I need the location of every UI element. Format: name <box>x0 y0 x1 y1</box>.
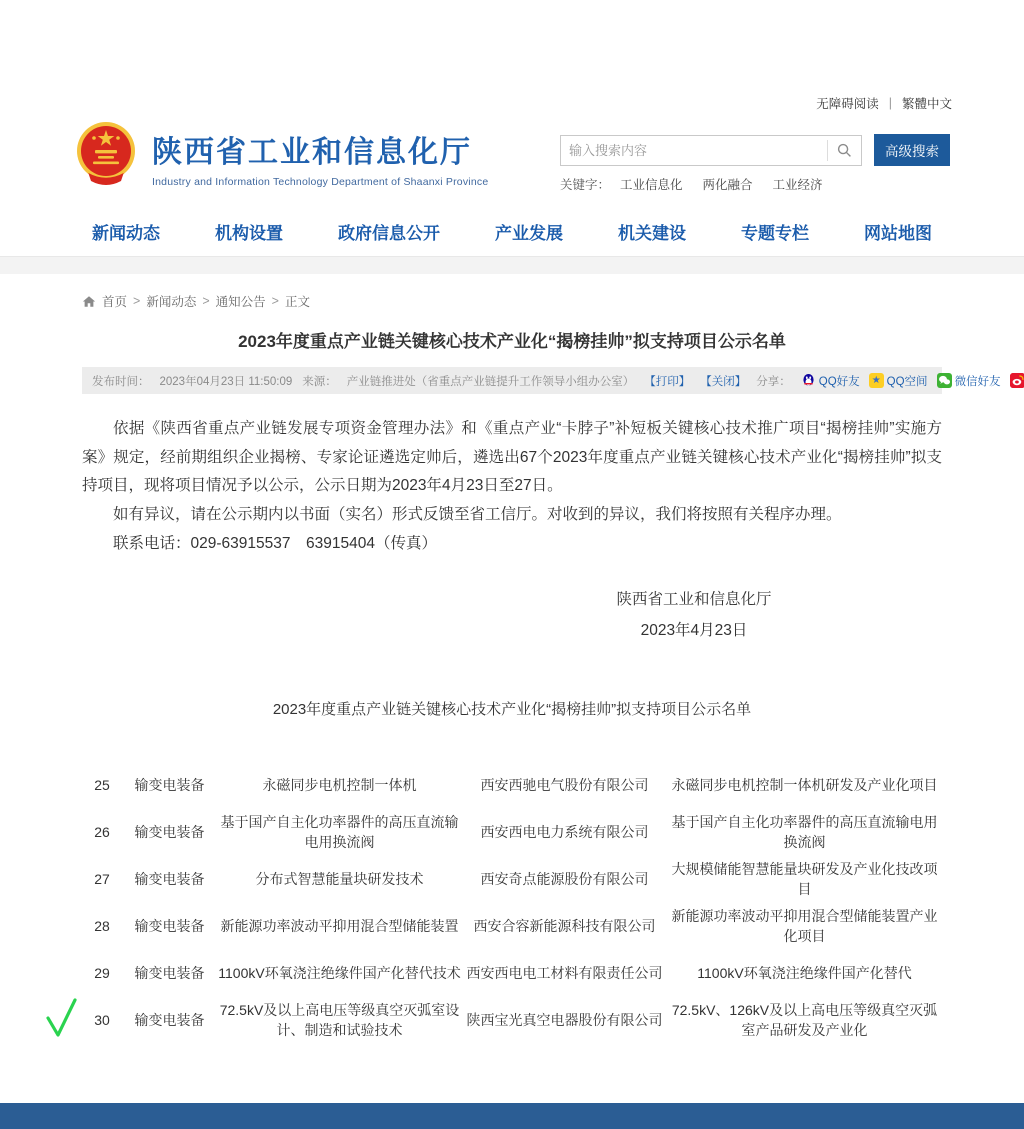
site-brand[interactable] <box>72 120 488 194</box>
table-title: 2023年度重点产业链关键核心技术产业化“揭榜挂帅”拟支持项目公示名单 <box>272 701 752 719</box>
nav-item-topics[interactable]: 专题专栏 <box>741 224 809 243</box>
article-body <box>82 415 942 558</box>
footer-bar <box>0 1103 1024 1129</box>
nav-item-org[interactable]: 机构设置 <box>215 224 283 243</box>
project-table <box>82 761 942 1043</box>
keyword-link[interactable]: 两化融合 <box>702 178 753 192</box>
share-qzone[interactable] <box>869 373 928 389</box>
breadcrumb-separator: > <box>271 294 279 308</box>
row-company: 陕西宝光真空电器股份有限公司 <box>466 1011 663 1028</box>
article-meta-bar <box>82 367 1001 394</box>
article-title: 2023年度重点产业链关键核心技术产业化“揭榜挂帅”拟支持项目公示名单 <box>238 332 786 351</box>
national-emblem-icon <box>72 120 140 194</box>
row-project: 永磁同步电机控制一体机研发及产业化项目 <box>671 776 938 793</box>
row-category: 输变电装备 <box>134 823 205 840</box>
home-icon <box>82 295 96 308</box>
accessibility-link[interactable]: 无障碍阅读 <box>816 97 879 111</box>
signature-org: 陕西省工业和信息化厅 <box>616 591 772 609</box>
row-category: 输变电装备 <box>134 1011 205 1028</box>
wechat-icon <box>937 373 952 388</box>
signature-date: 2023年4月23日 <box>640 622 748 640</box>
row-technology: 永磁同步电机控制一体机 <box>262 776 417 793</box>
share-label: 分享： <box>756 375 791 388</box>
signature-block <box>584 584 804 646</box>
share-item-label: 微信好友 <box>954 375 1001 388</box>
site-title: 陕西省工业和信息化厅 <box>152 135 472 169</box>
row-number: 30 <box>94 1011 110 1028</box>
qzone-star-icon: ★ <box>869 373 884 388</box>
breadcrumb-separator: > <box>202 294 210 308</box>
main-navigation <box>72 210 952 256</box>
article-paragraph: 联系电话：029-63915537 63915404（传真） <box>113 534 437 552</box>
row-project: 72.5kV、126kV及以上高电压等级真空灭弧室产品研发及产业化 <box>671 1001 938 1038</box>
article-paragraph: 如有异议，请在公示期内以书面（实名）形式反馈至省工信厅。对收到的异议，我们将按照有关程序办理。 <box>113 506 842 524</box>
top-utility-bar <box>72 94 952 112</box>
breadcrumb-current: 正文 <box>284 295 310 309</box>
row-company: 西安奇点能源股份有限公司 <box>480 870 649 887</box>
row-project: 1100kV环氧浇注绝缘件国产化替代 <box>697 964 912 981</box>
row-category: 输变电装备 <box>134 917 205 934</box>
table-row <box>82 949 942 996</box>
print-button[interactable]: 【打印】 <box>644 375 691 388</box>
topbar-divider: | <box>888 96 892 110</box>
close-button[interactable]: 【关闭】 <box>700 375 747 388</box>
site-header <box>72 120 952 194</box>
nav-item-sitemap[interactable]: 网站地图 <box>864 224 932 243</box>
row-project: 大规模储能智慧能量块研发及产业化技改项目 <box>671 860 938 897</box>
nav-item-agency[interactable]: 机关建设 <box>618 224 686 243</box>
header-divider-strip <box>0 256 1024 274</box>
share-weibo[interactable] <box>1010 373 1024 389</box>
table-row <box>82 902 942 949</box>
row-company: 西安合容新能源科技有限公司 <box>473 917 656 934</box>
row-technology: 分布式智慧能量块研发技术 <box>255 870 424 887</box>
breadcrumb-home[interactable]: 首页 <box>102 295 128 309</box>
breadcrumb-separator: > <box>133 294 141 308</box>
table-row <box>82 855 942 902</box>
article-paragraph: 依据《陕西省重点产业链发展专项资金管理办法》和《重点产业“卡脖子”补短板关键核心技术推广项目“揭榜挂帅”实施方案》规定，经前期组织企业揭榜、专家论证遴选定帅后，遴选出67个2023年度重点产业链关键核心技术产业化“揭榜挂帅”拟支持项目，现将项目情况予以公示，公示日期为2023年4月23日至27日。 <box>82 420 942 495</box>
share-item-label: QQ好友 <box>818 375 860 388</box>
nav-item-news[interactable]: 新闻动态 <box>92 224 160 243</box>
keyword-link[interactable]: 工业经济 <box>772 178 823 192</box>
green-check-annotation-icon <box>44 996 78 1040</box>
breadcrumb-news[interactable]: 新闻动态 <box>146 295 197 309</box>
row-category: 输变电装备 <box>134 964 205 981</box>
row-technology: 新能源功率波动平抑用混合型储能装置 <box>220 917 459 934</box>
advanced-search-button[interactable]: 高级搜索 <box>874 134 950 166</box>
site-subtitle: Industry and Information Technology Department of Shaanxi Province <box>152 175 489 188</box>
search-box <box>560 135 862 166</box>
search-submit[interactable] <box>827 140 861 161</box>
publish-time-label: 发布时间： <box>92 375 150 388</box>
row-category: 输变电装备 <box>134 776 205 793</box>
row-technology: 1100kV环氧浇注绝缘件国产化替代技术 <box>218 964 461 981</box>
search-area <box>560 120 952 193</box>
breadcrumb-notices[interactable]: 通知公告 <box>215 295 266 309</box>
row-project: 基于国产自主化功率器件的高压直流输电用换流阀 <box>671 813 938 850</box>
keywords-label: 关键字： <box>560 178 611 192</box>
search-input[interactable] <box>561 136 827 165</box>
breadcrumb <box>82 292 942 310</box>
publish-time: 2023年04月23日 11:50:09 <box>159 375 293 388</box>
keyword-link[interactable]: 工业信息化 <box>620 178 683 192</box>
share-wechat[interactable] <box>937 373 1001 389</box>
share-qq-friend[interactable] <box>801 373 860 389</box>
row-company: 西安西电电力系统有限公司 <box>480 823 649 840</box>
row-company: 西安西驰电气股份有限公司 <box>480 776 649 793</box>
row-technology: 72.5kV及以上高电压等级真空灭弧室设计、制造和试验技术 <box>219 1001 460 1038</box>
search-icon <box>837 143 852 158</box>
table-row <box>82 761 942 808</box>
row-company: 西安西电电工材料有限责任公司 <box>466 964 663 981</box>
row-technology: 基于国产自主化功率器件的高压直流输电用换流阀 <box>220 813 459 850</box>
table-row <box>82 996 942 1043</box>
row-number: 29 <box>94 964 110 981</box>
row-number: 28 <box>94 917 110 934</box>
row-category: 输变电装备 <box>134 870 205 887</box>
row-number: 25 <box>94 776 110 793</box>
nav-item-gov-info[interactable]: 政府信息公开 <box>338 224 440 243</box>
row-number: 26 <box>94 823 110 840</box>
row-project: 新能源功率波动平抑用混合型储能装置产业化项目 <box>671 907 938 944</box>
weibo-icon <box>1010 373 1024 388</box>
row-number: 27 <box>94 870 110 887</box>
source-label: 来源： <box>302 375 337 388</box>
nav-item-industry[interactable]: 产业发展 <box>495 224 563 243</box>
qq-penguin-icon <box>801 373 816 388</box>
hot-keywords <box>560 175 952 193</box>
traditional-chinese-link[interactable]: 繁體中文 <box>901 97 952 111</box>
table-row <box>82 808 942 855</box>
share-item-label: QQ空间 <box>886 375 928 388</box>
source-value: 产业链推进处（省重点产业链提升工作领导小组办公室） <box>346 375 635 388</box>
